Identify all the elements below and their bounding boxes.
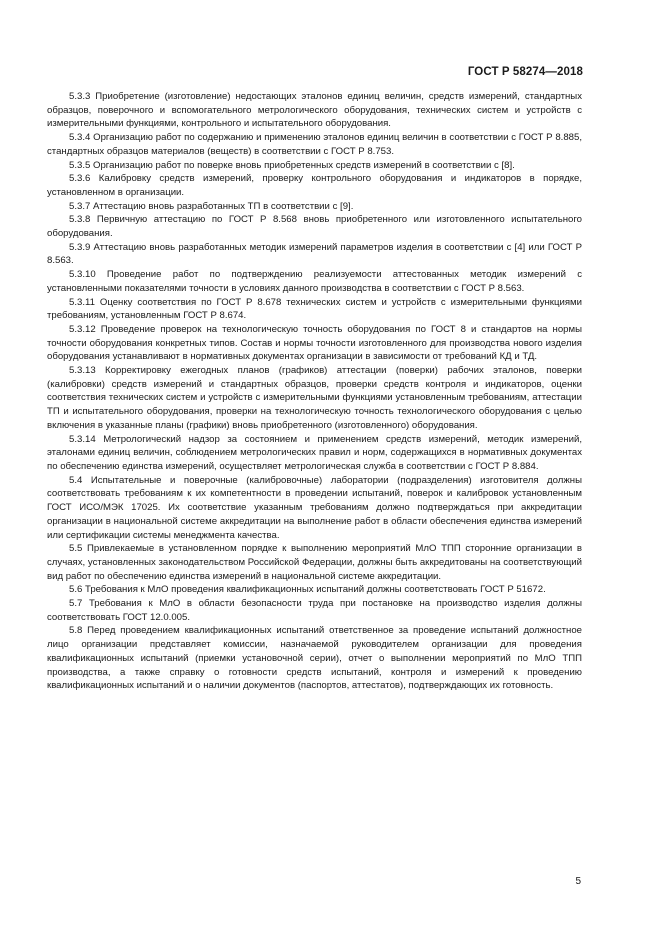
paragraph-5-3-11: 5.3.11 Оценку соответствия по ГОСТ Р 8.678 технических систем и устройств с измерительными функциями требованиям, установленным ГОСТ Р 8.674. (47, 296, 582, 322)
paragraph-5-3-12: 5.3.12 Проведение проверок на технологическую точность оборудования по ГОСТ 8 и стандартов на нормы точности оборудования конкретных типов. Состав и нормы точности изготовленного для производства нового изделия оборудования устанавливают в нормативных документах организации в зависимости от требований КД и ТД. (47, 323, 582, 363)
document-number-header: ГОСТ Р 58274—2018 (467, 66, 583, 78)
paragraph-5-3-3: 5.3.3 Приобретение (изготовление) недостающих эталонов единиц величин, средств измерений, стандартных образцов, поверочного и вспомогательного метрологического оборудования, технических систем и устройств с измерительными функциями, контрольного и испытательного оборудования. (47, 91, 582, 130)
paragraph-5-3-9: 5.3.9 Аттестацию вновь разработанных методик измерений параметров изделия в соответствии с [4] или ГОСТ Р 8.563. (47, 241, 582, 267)
paragraph-5-3-4: 5.3.4 Организацию работ по содержанию и применению эталонов единиц величин в соответствии с ГОСТ Р 8.885, стандартных образцов материалов (веществ) в соответствии с ГОСТ Р 8.753. (47, 132, 582, 157)
paragraph-5-6: 5.6 Требования к МлО проведения квалификационных испытаний должны соответствовать ГОСТ Р 51672. (69, 584, 546, 596)
page-number: 5 (575, 876, 581, 887)
document-body (47, 90, 582, 693)
paragraph-5-3-5: 5.3.5 Организацию работ по поверке вновь приобретенных средств измерений в соответствии с [8]. (69, 159, 515, 171)
paragraph-5-4: 5.4 Испытательные и поверочные (калибровочные) лаборатории (подразделения) изготовителя должны соответствовать требованиям к их компетентности в проведении испытаний, поверок и калибровок установленным ГОСТ ИСО/МЭК 17025. Их соответствие указанным требованиям должно подтверждаться при аккредитации организации в национальной системе аккредитации на выполнение работ в области обеспечения единства измерений или сертификации системы менеджмента качества. (47, 474, 582, 541)
paragraph-5-5: 5.5 Привлекаемые в установленном порядке к выполнению мероприятий МлО ТПП сторонние организации в случаях, установленных законодательством Российской Федерации, должны быть аккредитованы на соответствующий вид работ по обеспечению единства измерений в национальной системе аккредитации. (47, 543, 582, 582)
paragraph-5-3-10: 5.3.10 Проведение работ по подтверждению реализуемости аттестованных методик измерений с установленными показателями точности в условиях данного производства в соответствии с ГОСТ Р 8.563. (47, 269, 582, 294)
paragraph-5-3-6: 5.3.6 Калибровку средств измерений, проверку контрольного оборудования и индикаторов в порядке, установленном в организации. (47, 173, 582, 198)
paragraph-5-8: 5.8 Перед проведением квалификационных испытаний ответственное за проведение испытаний должностное лицо организации представляет комиссии, назначаемой руководителем организации для проведения квалификационных испытаний (приемки установочной серии), отчет о выполнении мероприятий по МлО ТПП производства, а также справку о готовности средств испытаний, контроля и измерений к проведению квалификационных испытаний и о наличии документов (паспортов, аттестатов), подтверждающих их готовность. (47, 625, 582, 692)
paragraph-5-3-13: 5.3.13 Корректировку ежегодных планов (графиков) аттестации (поверки) рабочих эталонов, поверки (калибровки) средств измерений и стандартных образцов, проверки средств контроля и индикаторов, оценки соответствия технических систем и устройств с измерительными функциями установленным требованиям, аттестации ТП и испытательного оборудования, проверки на технологическую точность технологического оборудования с целью включения в указанные планы (графики) вновь приобретенного (изготовленного) оборудования. (47, 365, 582, 431)
paragraph-5-3-7: 5.3.7 Аттестацию вновь разработанных ТП в соответствии с [9]. (69, 200, 354, 212)
paragraph-5-3-14: 5.3.14 Метрологический надзор за состоянием и применением средств измерений, методик измерений, эталонами единиц величин, соблюдением метрологических правил и норм, содержащихся в нормативных документах по обеспечению единства измерений, осуществляет метрологическая служба в соответствии с ГОСТ Р 8.884. (47, 433, 582, 472)
paragraph-5-7: 5.7 Требования к МлО в области безопасности труда при постановке на производство изделия должны соответствовать ГОСТ 12.0.005. (47, 598, 582, 623)
paragraph-5-3-8: 5.3.8 Первичную аттестацию по ГОСТ Р 8.568 вновь приобретенного или изготовленного испытательного оборудования. (47, 214, 582, 240)
